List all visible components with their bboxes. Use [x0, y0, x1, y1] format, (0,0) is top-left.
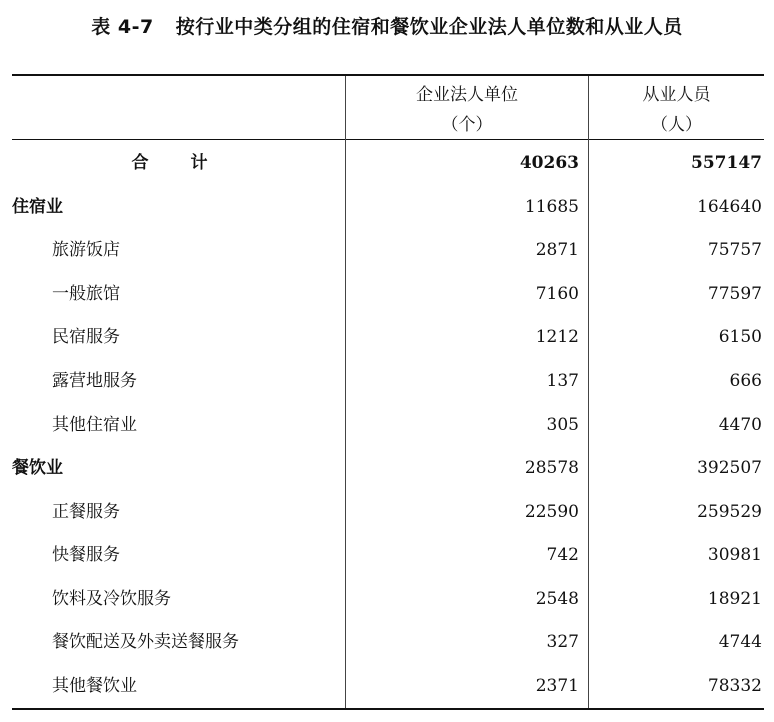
table-row-total	[12, 142, 764, 185]
units-value: 1212	[535, 327, 579, 347]
units-value: 11685	[524, 197, 579, 217]
row-label: 餐饮配送及外卖送餐服务	[52, 632, 239, 652]
header-units-label: 企业法人单位	[416, 85, 518, 105]
header-units	[346, 80, 588, 140]
row-label: 一般旅馆	[52, 284, 120, 304]
units-value: 327	[546, 632, 579, 652]
row-label: 旅游饭店	[52, 240, 120, 260]
table-row	[12, 534, 764, 577]
table-row	[12, 665, 764, 708]
employees-value: 75757	[707, 240, 762, 260]
table-title	[0, 12, 774, 39]
employees-value: 18921	[707, 589, 762, 609]
employees-value: 4744	[718, 632, 762, 652]
units-value: 137	[546, 371, 579, 391]
table-row	[12, 360, 764, 403]
employees-value: 259529	[697, 502, 762, 522]
row-label: 合 计	[131, 153, 226, 173]
units-value: 7160	[535, 284, 579, 304]
units-value: 2371	[535, 676, 579, 696]
table-title-text: 按行业中类分组的住宿和餐饮业企业法人单位数和从业人员	[175, 16, 683, 38]
header-employees-unit: （人）	[651, 115, 702, 135]
employees-value: 666	[729, 371, 762, 391]
row-label: 餐饮业	[12, 458, 63, 478]
units-value: 40263	[519, 153, 579, 173]
row-label: 民宿服务	[52, 327, 120, 347]
table-row	[12, 404, 764, 447]
row-label: 正餐服务	[52, 502, 120, 522]
table-row	[12, 273, 764, 316]
header-employees-label: 从业人员	[642, 85, 711, 105]
table-row	[12, 229, 764, 272]
employees-value: 4470	[718, 415, 762, 435]
units-value: 305	[546, 415, 579, 435]
row-label: 其他住宿业	[52, 415, 137, 435]
units-value: 2871	[535, 240, 579, 260]
units-value: 28578	[524, 458, 579, 478]
header-employees	[589, 80, 764, 140]
row-label: 露营地服务	[52, 371, 137, 391]
table-row	[12, 491, 764, 534]
units-value: 742	[546, 545, 579, 565]
table-row-category	[12, 186, 764, 229]
units-value: 2548	[535, 589, 579, 609]
bottom-rule	[12, 708, 764, 710]
header-units-unit: （个）	[441, 115, 493, 135]
employees-value: 78332	[707, 676, 762, 696]
employees-value: 164640	[697, 197, 762, 217]
employees-value: 557147	[691, 153, 762, 173]
row-label: 饮料及冷饮服务	[52, 589, 171, 609]
row-label: 住宿业	[12, 197, 63, 217]
units-value: 22590	[524, 502, 579, 522]
table-row-category	[12, 447, 764, 490]
row-label: 其他餐饮业	[52, 676, 137, 696]
top-rule	[12, 74, 764, 76]
employees-value: 392507	[697, 458, 762, 478]
employees-value: 30981	[707, 545, 762, 565]
table-row	[12, 578, 764, 621]
row-label: 快餐服务	[52, 545, 120, 565]
employees-value: 77597	[707, 284, 762, 304]
employees-value: 6150	[718, 327, 762, 347]
table-row	[12, 621, 764, 664]
table-number: 表 4-7	[91, 16, 154, 38]
table-row	[12, 316, 764, 359]
